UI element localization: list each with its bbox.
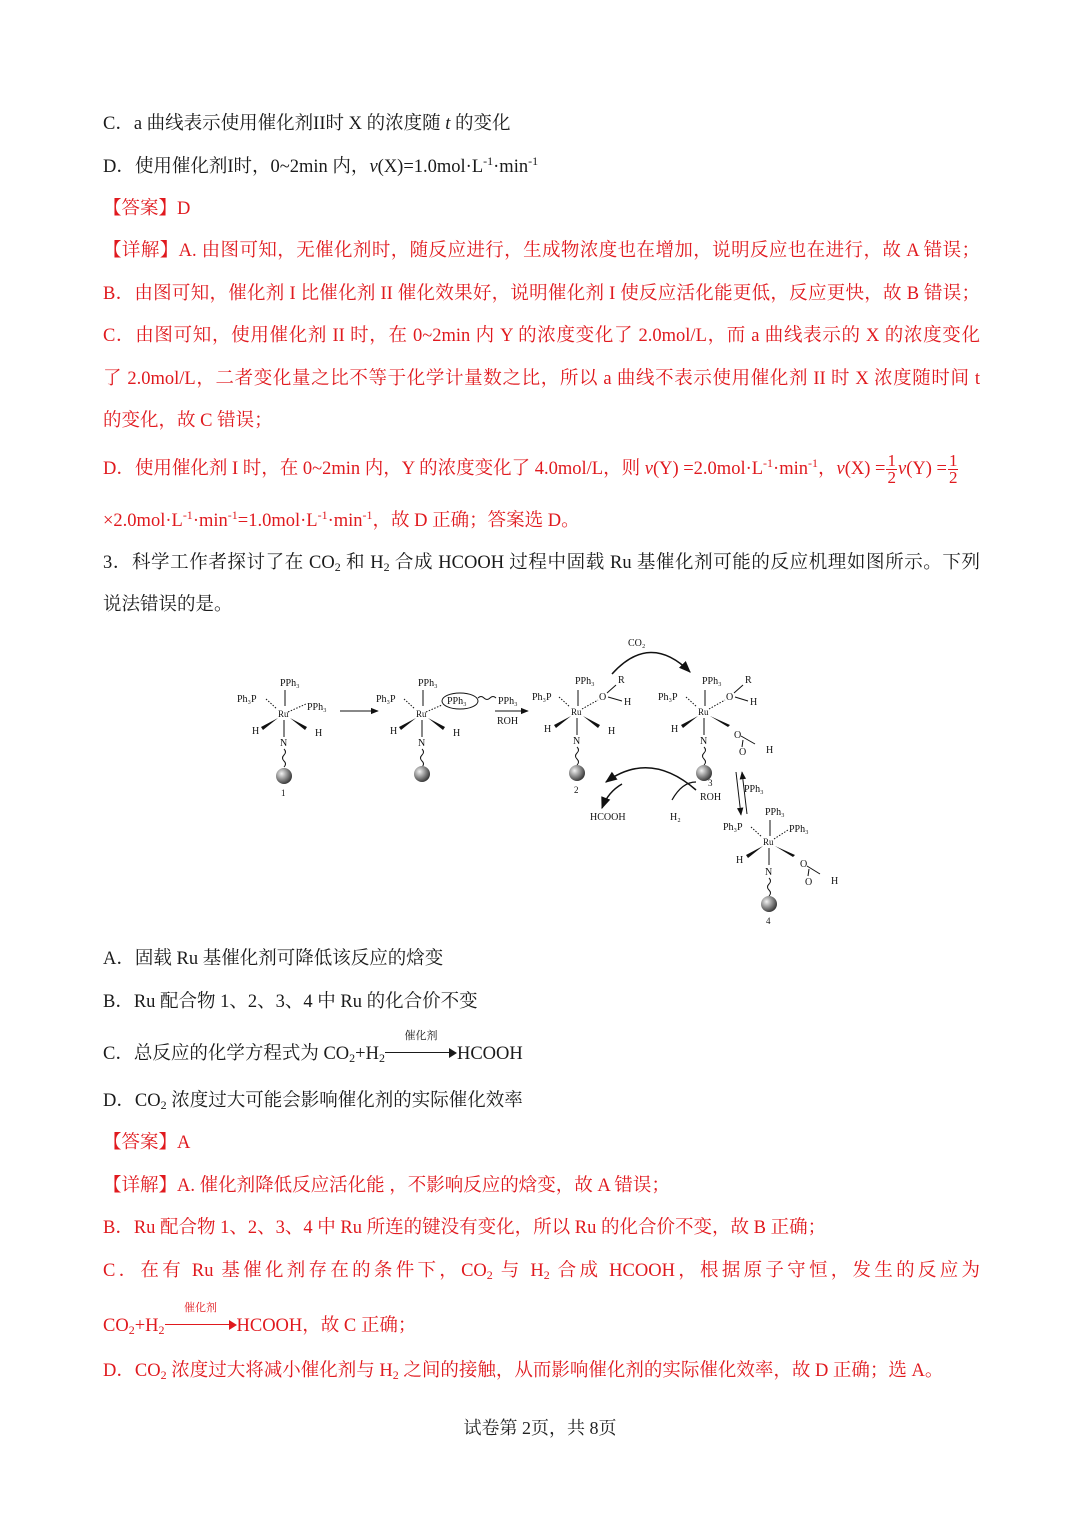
svg-text:ROH: ROH bbox=[700, 792, 722, 803]
svg-text:PPh₃: PPh₃ bbox=[789, 824, 809, 835]
answer-q2: 【答案】D bbox=[103, 199, 191, 219]
svg-text:R: R bbox=[618, 675, 625, 686]
svg-text:O: O bbox=[800, 859, 808, 870]
option-d-prev: D．使用催化剂I时，0~2min 内，$v(X)=1.0mol\cdot L^{-1}\cdot\min^{-1}$ bbox=[103, 154, 539, 177]
svg-text:Ru: Ru bbox=[763, 837, 774, 847]
catalyst-arrow-2: 催化剂 bbox=[165, 1311, 237, 1333]
svg-text:Ph₃P: Ph₃P bbox=[532, 692, 552, 703]
svg-text:PPh₃: PPh₃ bbox=[280, 678, 300, 689]
explain-q3-d: D．$CO_2$ 浓度过大将减小催化剂与 $H_2$ 之间的接触，从而影响催化剂的实际催化效率，故 D 正确；选 A。 bbox=[103, 1361, 944, 1382]
svg-text:CO₂: CO₂ bbox=[628, 638, 646, 649]
svg-text:Ru: Ru bbox=[571, 707, 582, 717]
svg-text:H: H bbox=[453, 728, 461, 739]
explain-q2-c2: 了 2.0mol/L，二者变化量之比不等于化学计量数之比，所以 a 曲线不表示使用催化剂 II 时 X 浓度随时间 t bbox=[103, 369, 980, 389]
explain-q3-c1: C．在有 Ru 基催化剂存在的条件下，$CO_2$ 与 $H_2$ 合成 HCOOH，根据原子守恒，发生的反应为 bbox=[103, 1261, 980, 1282]
svg-text:O: O bbox=[739, 747, 747, 758]
svg-text:H₂: H₂ bbox=[670, 812, 681, 823]
svg-text:3: 3 bbox=[708, 778, 713, 788]
explain-q3-a: 【详解】A. 催化剂降低反应活化能 ，不影响反应的焓变，故 A 错误； bbox=[103, 1176, 670, 1196]
complex-intermediate bbox=[376, 678, 496, 782]
svg-text:Ph₃P: Ph₃P bbox=[237, 694, 257, 705]
svg-text:PPh₃: PPh₃ bbox=[307, 702, 327, 713]
explain-q2-d1: D．使用催化剂 I 时，在 0~2min 内，Y 的浓度变化了 4.0mol/L，则 $v(Y) =2.0mol\cdot L^{-1}\cdot\min^{-1}$，v(X) = $\frac{1}{2}$ v(Y) = $\frac{1}{2}$ bbox=[103, 451, 958, 488]
svg-text:N: N bbox=[700, 736, 708, 747]
page-footer: 试卷第 2页，共 8页 bbox=[463, 1418, 617, 1438]
svg-text:O: O bbox=[805, 877, 813, 888]
svg-text:Ru: Ru bbox=[278, 709, 289, 719]
svg-text:H: H bbox=[624, 697, 632, 708]
complex-1 bbox=[237, 678, 327, 798]
svg-text:H: H bbox=[831, 876, 839, 887]
svg-text:PPh₃: PPh₃ bbox=[447, 696, 467, 707]
svg-text:ROH: ROH bbox=[497, 716, 519, 727]
svg-text:N: N bbox=[418, 738, 426, 749]
fraction-half-2: $\frac{1}{2}$ bbox=[948, 451, 958, 488]
svg-text:H: H bbox=[766, 745, 774, 756]
svg-text:H: H bbox=[252, 726, 260, 737]
question-3-line1: 3．科学工作者探讨了在 $CO_2$ 和 $H_2$ 合成 HCOOH 过程中固载 Ru 基催化剂可能的反应机理如图所示。下列 bbox=[103, 553, 980, 574]
explain-q3-b: B．Ru 配合物 1、2、3、4 中 Ru 所连的键没有变化，所以 Ru 的化合价不变，故 B 正确； bbox=[103, 1218, 827, 1238]
svg-text:O: O bbox=[599, 692, 607, 703]
svg-text:O: O bbox=[726, 692, 734, 703]
svg-text:Ph₃P: Ph₃P bbox=[658, 692, 678, 703]
explain-q2-a: 【详解】A. 由图可知，无催化剂时，随反应进行，生成物浓度也在增加，说明反应也在进行，故 A 错误； bbox=[103, 241, 980, 261]
complex-4 bbox=[723, 807, 838, 926]
svg-text:Ph₃P: Ph₃P bbox=[723, 822, 743, 833]
question-3-line2: 说法错误的是。 bbox=[103, 595, 233, 615]
explain-q2-c3: 的变化，故 C 错误； bbox=[103, 411, 273, 431]
explain-q3-c2: $CO_2+H_2$ 催化剂 HCOOH，故 C 正确； bbox=[103, 1302, 417, 1337]
svg-text:2: 2 bbox=[574, 785, 579, 795]
svg-text:PPh₃: PPh₃ bbox=[765, 807, 785, 818]
explain-q2-d2: $\times 2.0mol\cdot L^{-1}\cdot\min^{-1}=1.0mol\cdot L^{-1}\cdot\min^{-1}$，故 D 正确；答案选 D。 bbox=[103, 508, 580, 531]
complex-2 bbox=[532, 675, 631, 795]
svg-text:H: H bbox=[671, 724, 679, 735]
complex-3 bbox=[658, 675, 773, 788]
svg-text:4: 4 bbox=[766, 916, 771, 926]
explain-q2-c1: C．由图可知，使用催化剂 II 时，在 0~2min 内 Y 的浓度变化了 2.0mol/L，而 a 曲线表示的 X 的浓度变化 bbox=[103, 326, 980, 346]
svg-text:Ph₃P: Ph₃P bbox=[376, 694, 396, 705]
svg-text:PPh₃: PPh₃ bbox=[702, 676, 722, 687]
svg-text:N: N bbox=[280, 738, 288, 749]
reaction-mechanism-diagram bbox=[230, 632, 850, 932]
svg-text:HCOOH: HCOOH bbox=[590, 812, 626, 823]
svg-text:H: H bbox=[750, 697, 758, 708]
svg-text:R: R bbox=[745, 675, 752, 686]
svg-text:H: H bbox=[736, 855, 744, 866]
svg-text:Ru: Ru bbox=[698, 707, 709, 717]
svg-text:N: N bbox=[765, 867, 773, 878]
svg-text:N: N bbox=[573, 736, 581, 747]
svg-text:H: H bbox=[608, 726, 616, 737]
svg-text:PPh₃: PPh₃ bbox=[744, 784, 764, 795]
option-c-prev: C．a 曲线表示使用催化剂II时 X 的浓度随 t 的变化 bbox=[103, 114, 511, 134]
svg-text:PPh₃: PPh₃ bbox=[418, 678, 438, 689]
option-a: A．固载 Ru 基催化剂可降低该反应的焓变 bbox=[103, 949, 444, 969]
svg-text:PPh₃: PPh₃ bbox=[498, 696, 518, 707]
svg-text:Ru: Ru bbox=[416, 709, 427, 719]
svg-text:H: H bbox=[315, 728, 323, 739]
svg-text:PPh₃: PPh₃ bbox=[575, 676, 595, 687]
catalyst-arrow: 催化剂 bbox=[385, 1039, 457, 1061]
explain-q2-b: B．由图可知，催化剂 I 比催化剂 II 催化效果好，说明催化剂 I 使反应活化能更低，反应更快，故 B 错误； bbox=[103, 284, 980, 304]
option-c: C．总反应的化学方程式为 $CO_2+H_2$ 催化剂 HCOOH bbox=[103, 1030, 523, 1065]
fraction-half: $\frac{1}{2}$ bbox=[887, 451, 896, 488]
answer-q3: 【答案】A bbox=[103, 1133, 191, 1153]
svg-text:H: H bbox=[390, 726, 398, 737]
option-b: B．Ru 配合物 1、2、3、4 中 Ru 的化合价不变 bbox=[103, 992, 478, 1012]
svg-text:H: H bbox=[544, 724, 552, 735]
svg-text:1: 1 bbox=[281, 788, 286, 798]
option-d: D．$CO_2$ 浓度过大可能会影响催化剂的实际催化效率 bbox=[103, 1091, 523, 1112]
svg-text:O: O bbox=[734, 730, 742, 741]
